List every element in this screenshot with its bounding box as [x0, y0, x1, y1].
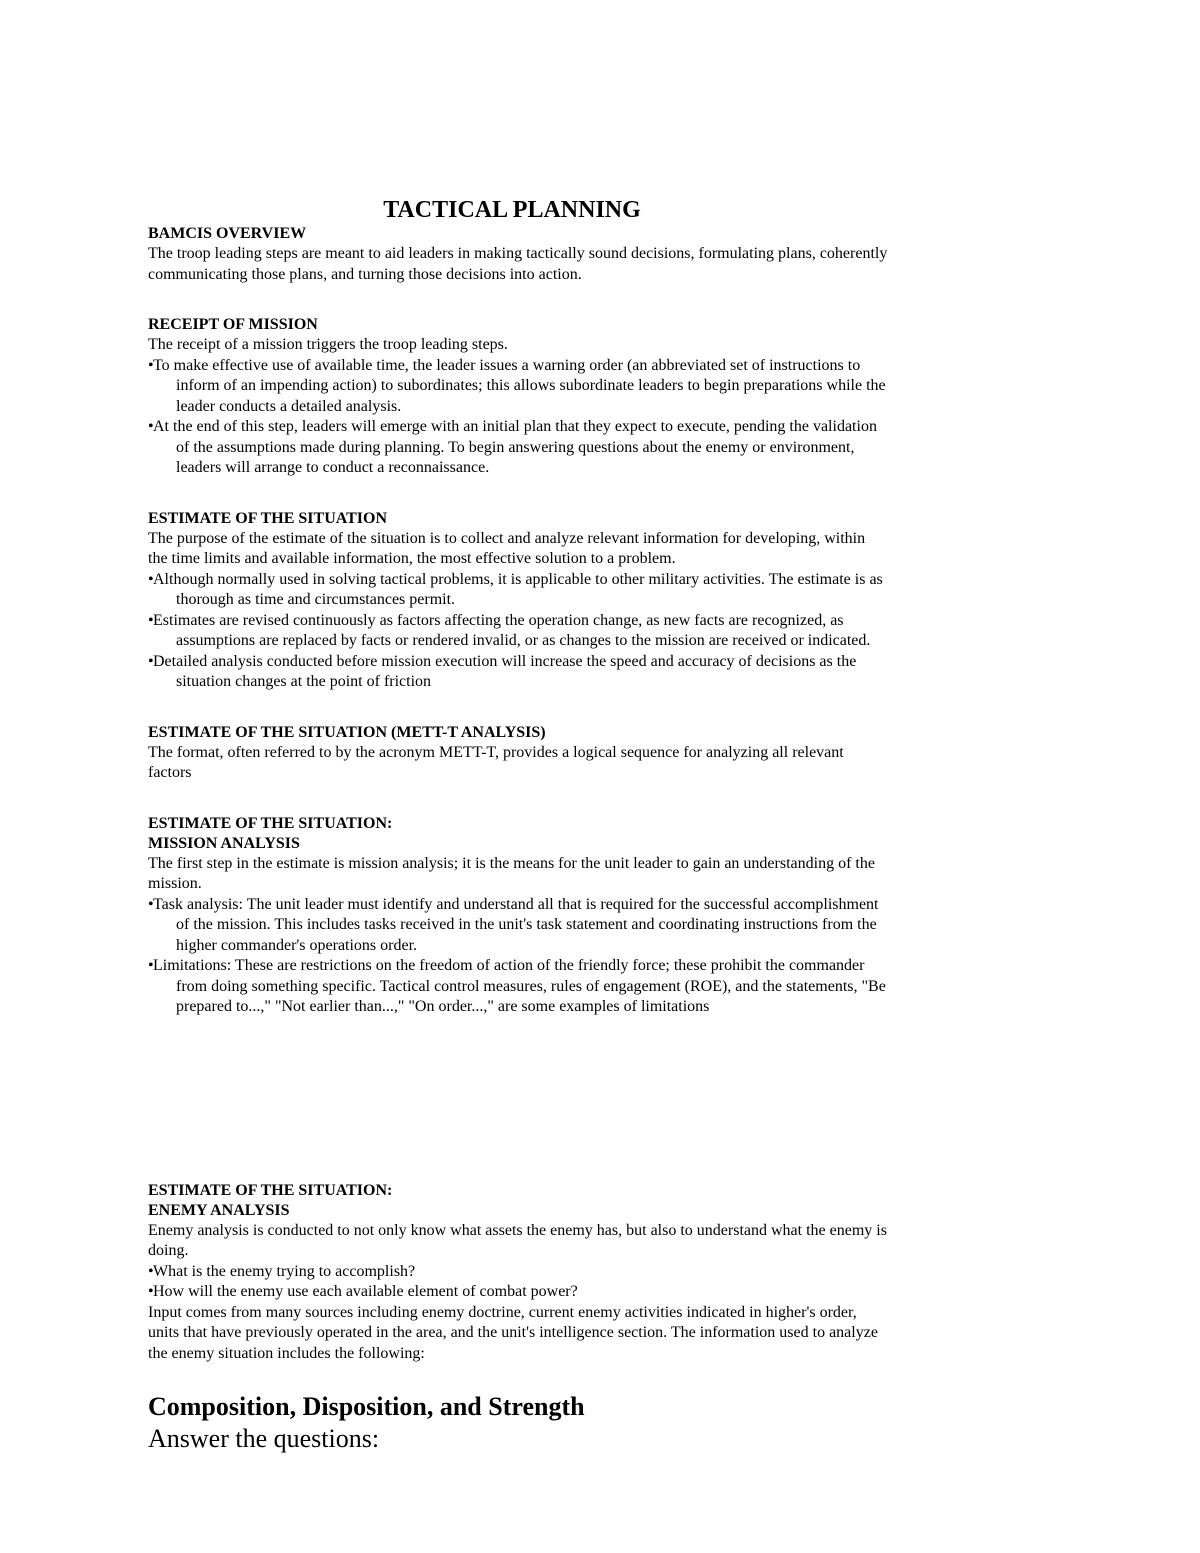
section-heading-receipt: RECEIPT OF MISSION [148, 316, 318, 333]
section-text-bamcis: The troop leading steps are meant to aid leaders in making tactically sound decisions, formulating plans, coherently communicating those plans, and turning those decisions into action. [148, 245, 888, 283]
bullet-icon: • [148, 611, 154, 629]
section-text-receipt: The receipt of a mission triggers the troop leading steps. [148, 336, 508, 353]
list-item [148, 611, 888, 652]
list-item-text: Estimates are revised continuously as factors affecting the operation change, as new facts are recognized, as assumptions are replaced by facts or rendered invalid, or as changes to the mission are received or indicated. [153, 611, 871, 649]
section-subheading-mission: MISSION ANALYSIS [148, 834, 300, 852]
document-body [148, 196, 888, 1455]
list-item-text: Task analysis: The unit leader must identify and understand all that is required for the successful accomplishment of the mission. This includes tasks received in the unit's task statement and coordinating instructions from the higher commander's operations order. [153, 895, 879, 954]
section-heading-enemy: ESTIMATE OF THE SITUATION: [148, 1181, 393, 1199]
section-text-enemy: Enemy analysis is conducted to not only know what assets the enemy has, but also to understand what the enemy is doing. [148, 1221, 887, 1259]
section-text-enemy-input: Input comes from many sources including enemy doctrine, current enemy activities indicated in higher's order, units that have previously operated in the area, and the unit's intelligence section. The information used to analyze the enemy situation includes the following: [148, 1303, 878, 1362]
bullet-icon: • [148, 356, 154, 374]
list-item [148, 1282, 888, 1303]
list-item [148, 652, 888, 693]
bullet-icon: • [148, 1283, 154, 1300]
list-item [148, 1262, 888, 1283]
bullet-icon: • [148, 570, 154, 588]
list-item [148, 356, 888, 418]
list-item [148, 895, 888, 957]
section-text-estimate: The purpose of the estimate of the situation is to collect and analyze relevant information for developing, within the time limits and available information, the most effective solution to a problem. [148, 529, 866, 567]
bullet-icon: • [148, 957, 154, 974]
section-heading-mett: ESTIMATE OF THE SITUATION (METT-T ANALYSIS) [148, 723, 546, 741]
list-item-text: Detailed analysis conducted before mission execution will increase the speed and accuracy of decisions as the situation changes at the point of friction [153, 652, 857, 690]
bullet-icon: • [148, 895, 154, 913]
list-item [148, 570, 888, 611]
list-item-text: Although normally used in solving tactical problems, it is applicable to other military activities. The estimate is as thorough as time and circumstances permit. [153, 570, 883, 608]
section-heading-mission: ESTIMATE OF THE SITUATION: [148, 814, 393, 832]
section-text-mission: The first step in the estimate is mission analysis; it is the means for the unit leader to gain an understanding of the mission. [148, 854, 875, 892]
list-item-text: Limitations: These are restrictions on the freedom of action of the friendly force; these prohibit the commander from doing something specific. Tactical control measures, rules of engagement (ROE), and the statements, "Be prepared to...," "Not earlier than...," "On order...," are some examples of limitations [153, 957, 886, 1015]
list-item-text: At the end of this step, leaders will emerge with an initial plan that they expect to execute, pending the validation of the assumptions made during planning. To begin answering questions about the enemy or environment, leaders will arrange to conduct a reconnaissance. [153, 418, 877, 476]
list-item-text: To make effective use of available time, the leader issues a warning order (an abbreviated set of instructions to inform of an impending action) to subordinates; this allows subordinate leaders to begin preparations while the leader conducts a detailed analysis. [153, 356, 886, 415]
list-item [148, 417, 888, 479]
list-item-text: How will the enemy use each available element of combat power? [153, 1283, 578, 1300]
section-subheading-composition: Answer the questions: [148, 1424, 380, 1453]
section-text-mett: The format, often referred to by the acronym METT-T, provides a logical sequence for analyzing all relevant factors [148, 743, 844, 781]
section-heading-estimate: ESTIMATE OF THE SITUATION [148, 509, 388, 527]
list-item-text: What is the enemy trying to accomplish? [153, 1262, 416, 1280]
list-item [148, 956, 888, 1018]
bullet-icon: • [148, 652, 154, 670]
page-title: TACTICAL PLANNING [383, 197, 641, 223]
bullet-icon: • [148, 1262, 154, 1280]
section-heading-composition: Composition, Disposition, and Strength [148, 1392, 585, 1421]
section-subheading-enemy: ENEMY ANALYSIS [148, 1201, 290, 1219]
bullet-icon: • [148, 418, 154, 435]
section-heading-bamcis: BAMCIS OVERVIEW [148, 225, 307, 242]
